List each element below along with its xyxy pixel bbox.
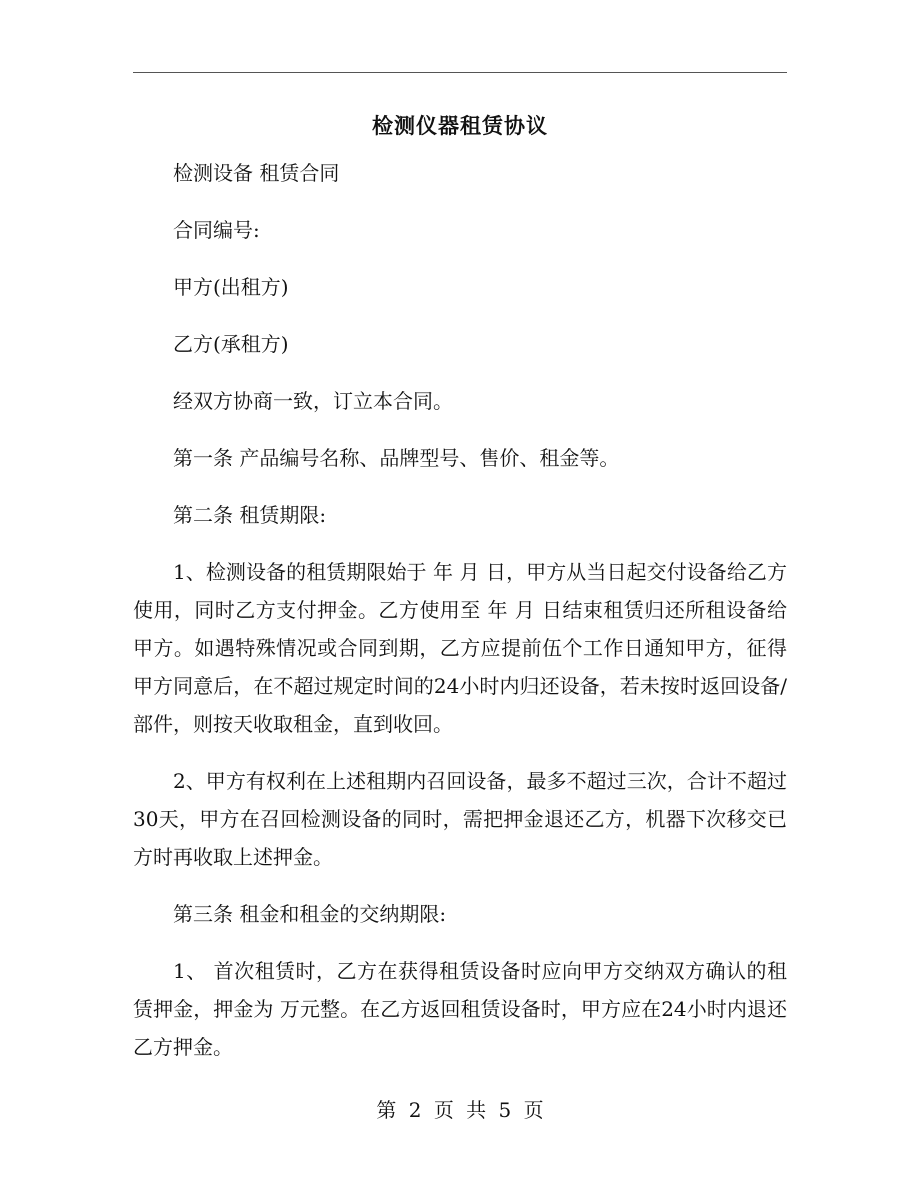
paragraph-article-2: 第二条 租赁期限: xyxy=(173,503,327,527)
paragraph-subtitle: 检测设备 租赁合同 xyxy=(173,161,340,185)
paragraph-party-a: 甲方(出租方) xyxy=(173,275,289,299)
paragraph-article-2-clause-2: 2、甲方有权利在上述租期内召回设备，最多不超过三次，合计不超过30天，甲方在召回检测设备的同时，需把押金退还乙方，机器下次移交已方时再收取上述押金。 xyxy=(133,769,787,869)
paragraph-article-2-clause-1: 1、检测设备的租赁期限始于 年 月 日，甲方从当日起交付设备给乙方使用，同时乙方支付押金。乙方使用至 年 月 日结束租赁归还所租设备给甲方。如遇特殊情况或合同到期，乙方应提前伍个工作日通知甲方，征得甲方同意后，在不超过规定时间的24小时内归还设备，若未按时返回设备/部件，则按天收取租金，直到收回。 xyxy=(133,560,787,736)
document-title: 检测仪器租赁协议 xyxy=(372,113,548,138)
paragraph-agreement: 经双方协商一致，订立本合同。 xyxy=(173,389,453,413)
paragraph-article-1: 第一条 产品编号名称、品牌型号、售价、租金等。 xyxy=(173,446,620,470)
header-rule xyxy=(133,72,787,73)
paragraph-article-3-clause-1: 1、 首次租赁时，乙方在获得租赁设备时应向甲方交纳双方确认的租赁押金，押金为 万元整。在乙方返回租赁设备时，甲方应在24小时内退还乙方押金。 xyxy=(133,959,787,1059)
paragraph-contract-number: 合同编号: xyxy=(173,218,260,242)
paragraph-article-3: 第三条 租金和租金的交纳期限: xyxy=(173,902,447,926)
paragraph-party-b: 乙方(承租方) xyxy=(173,332,289,356)
document-body xyxy=(133,154,787,1085)
page-footer: 第 2 页 共 5 页 xyxy=(376,1098,544,1122)
